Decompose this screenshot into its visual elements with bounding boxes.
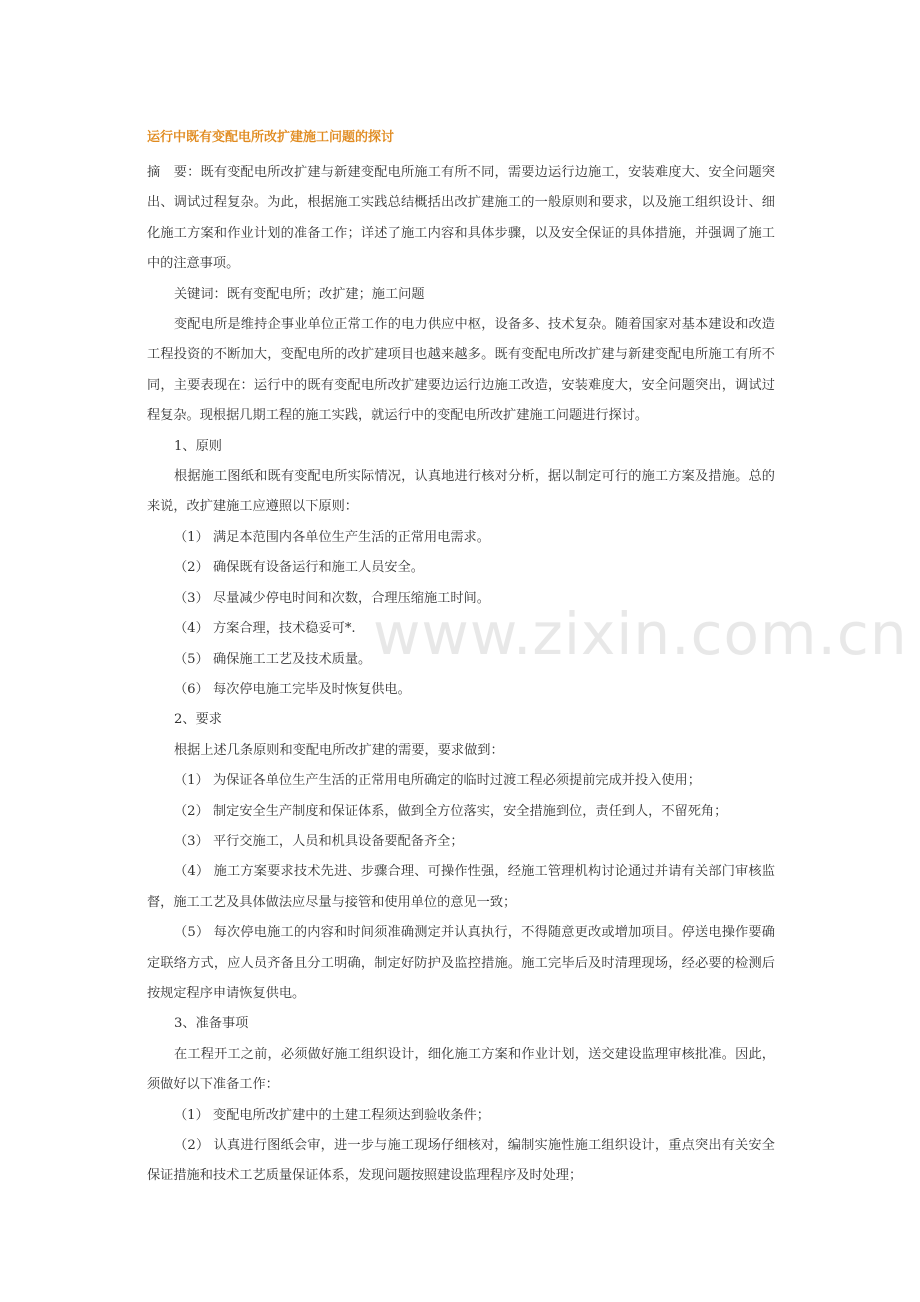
section-heading-requirements: 2、要求 (174, 712, 222, 728)
watermark-text: www.zixin.com.cn (373, 600, 908, 668)
preparation-item: （1） 变配电所改扩建中的土建工程须达到验收条件； (174, 1107, 490, 1123)
principle-item: （2） 确保既有设备运行和施工人员安全。 (174, 560, 424, 576)
document-title: 运行中既有变配电所改扩建施工问题的探讨 (147, 130, 395, 145)
section-heading-principles: 1、原则 (174, 438, 222, 454)
principle-item: （6） 每次停电施工完毕及时恢复供电。 (174, 681, 411, 697)
intro-paragraph: 变配电所是维持企事业单位正常工作的电力供应中枢，设备多、技术复杂。随着国家对基本建设和改造工程投资的不断加大，变配电所的改扩建项目也越来越多。既有变配电所改扩建与新建变配电所施工有所不同，主要表现在：运行中的既有变配电所改扩建要边运行边施工改造，安装难度大，安全问题突出，调试过程复杂。现根据几期工程的施工实践，就运行中的变配电所改扩建施工问题进行探讨。 (147, 317, 775, 424)
section-heading-preparation: 3、准备事项 (174, 1016, 249, 1032)
principle-item: （5） 确保施工工艺及技术质量。 (174, 651, 372, 667)
principle-item: （4） 方案合理，技术稳妥可*. (174, 621, 356, 637)
keywords-paragraph: 关键词：既有变配电所；改扩建；施工问题 (174, 286, 425, 302)
requirement-item: （1） 为保证各单位生产生活的正常用电所确定的临时过渡工程必须提前完成并投入使用； (174, 773, 701, 789)
document-page (147, 128, 775, 1192)
requirement-item: （3） 平行交施工，人员和机具设备要配备齐全； (174, 833, 464, 849)
principles-paragraph: 根据施工图纸和既有变配电所实际情况，认真地进行核对分析，据以制定可行的施工方案及措施。总的来说，改扩建施工应遵照以下原则： (147, 469, 775, 515)
principle-item: （3） 尽量减少停电时间和次数，合理压缩施工时间。 (174, 590, 490, 606)
requirements-paragraph: 根据上述几条原则和变配电所改扩建的需要，要求做到： (174, 742, 504, 758)
preparation-item: （2） 认真进行图纸会审，进一步与施工现场仔细核对，编制实施性施工组织设计，重点突出有关安全保证措施和技术工艺质量保证体系，发现问题按照建设监理程序及时处理； (147, 1138, 775, 1184)
requirement-item: （5） 每次停电施工的内容和时间须准确测定并认真执行，不得随意更改或增加项目。停送电操作要确定联络方式，应人员齐备且分工明确，制定好防护及监控措施。施工完毕后及时清理现场，经必要的检测后按规定程序申请恢复供电。 (147, 925, 775, 1001)
preparation-paragraph: 在工程开工之前，必须做好施工组织设计，细化施工方案和作业计划，送交建设监理审核批准。因此，须做好以下准备工作： (147, 1046, 775, 1093)
abstract-paragraph: 摘 要：既有变配电所改扩建与新建变配电所施工有所不同，需要边运行边施工，安装难度大、安全问题突出、调试过程复杂。为此，根据施工实践总结概括出改扩建施工的一般原则和要求，以及施工组织设计、细化施工方案和作业计划的准备工作；详述了施工内容和具体步骤，以及安全保证的具体措施，并强调了施工中的注意事项。 (147, 165, 775, 272)
requirement-item: （4） 施工方案要求技术先进、步骤合理、可操作性强，经施工管理机构讨论通过并请有关部门审核监督，施工工艺及具体做法应尽量与接管和使用单位的意见一致； (147, 864, 775, 910)
requirement-item: （2） 制定安全生产制度和保证体系，做到全方位落实，安全措施到位，责任到人，不留死角； (174, 803, 728, 819)
principle-item: （1） 满足本范围内各单位生产生活的正常用电需求。 (174, 529, 490, 545)
